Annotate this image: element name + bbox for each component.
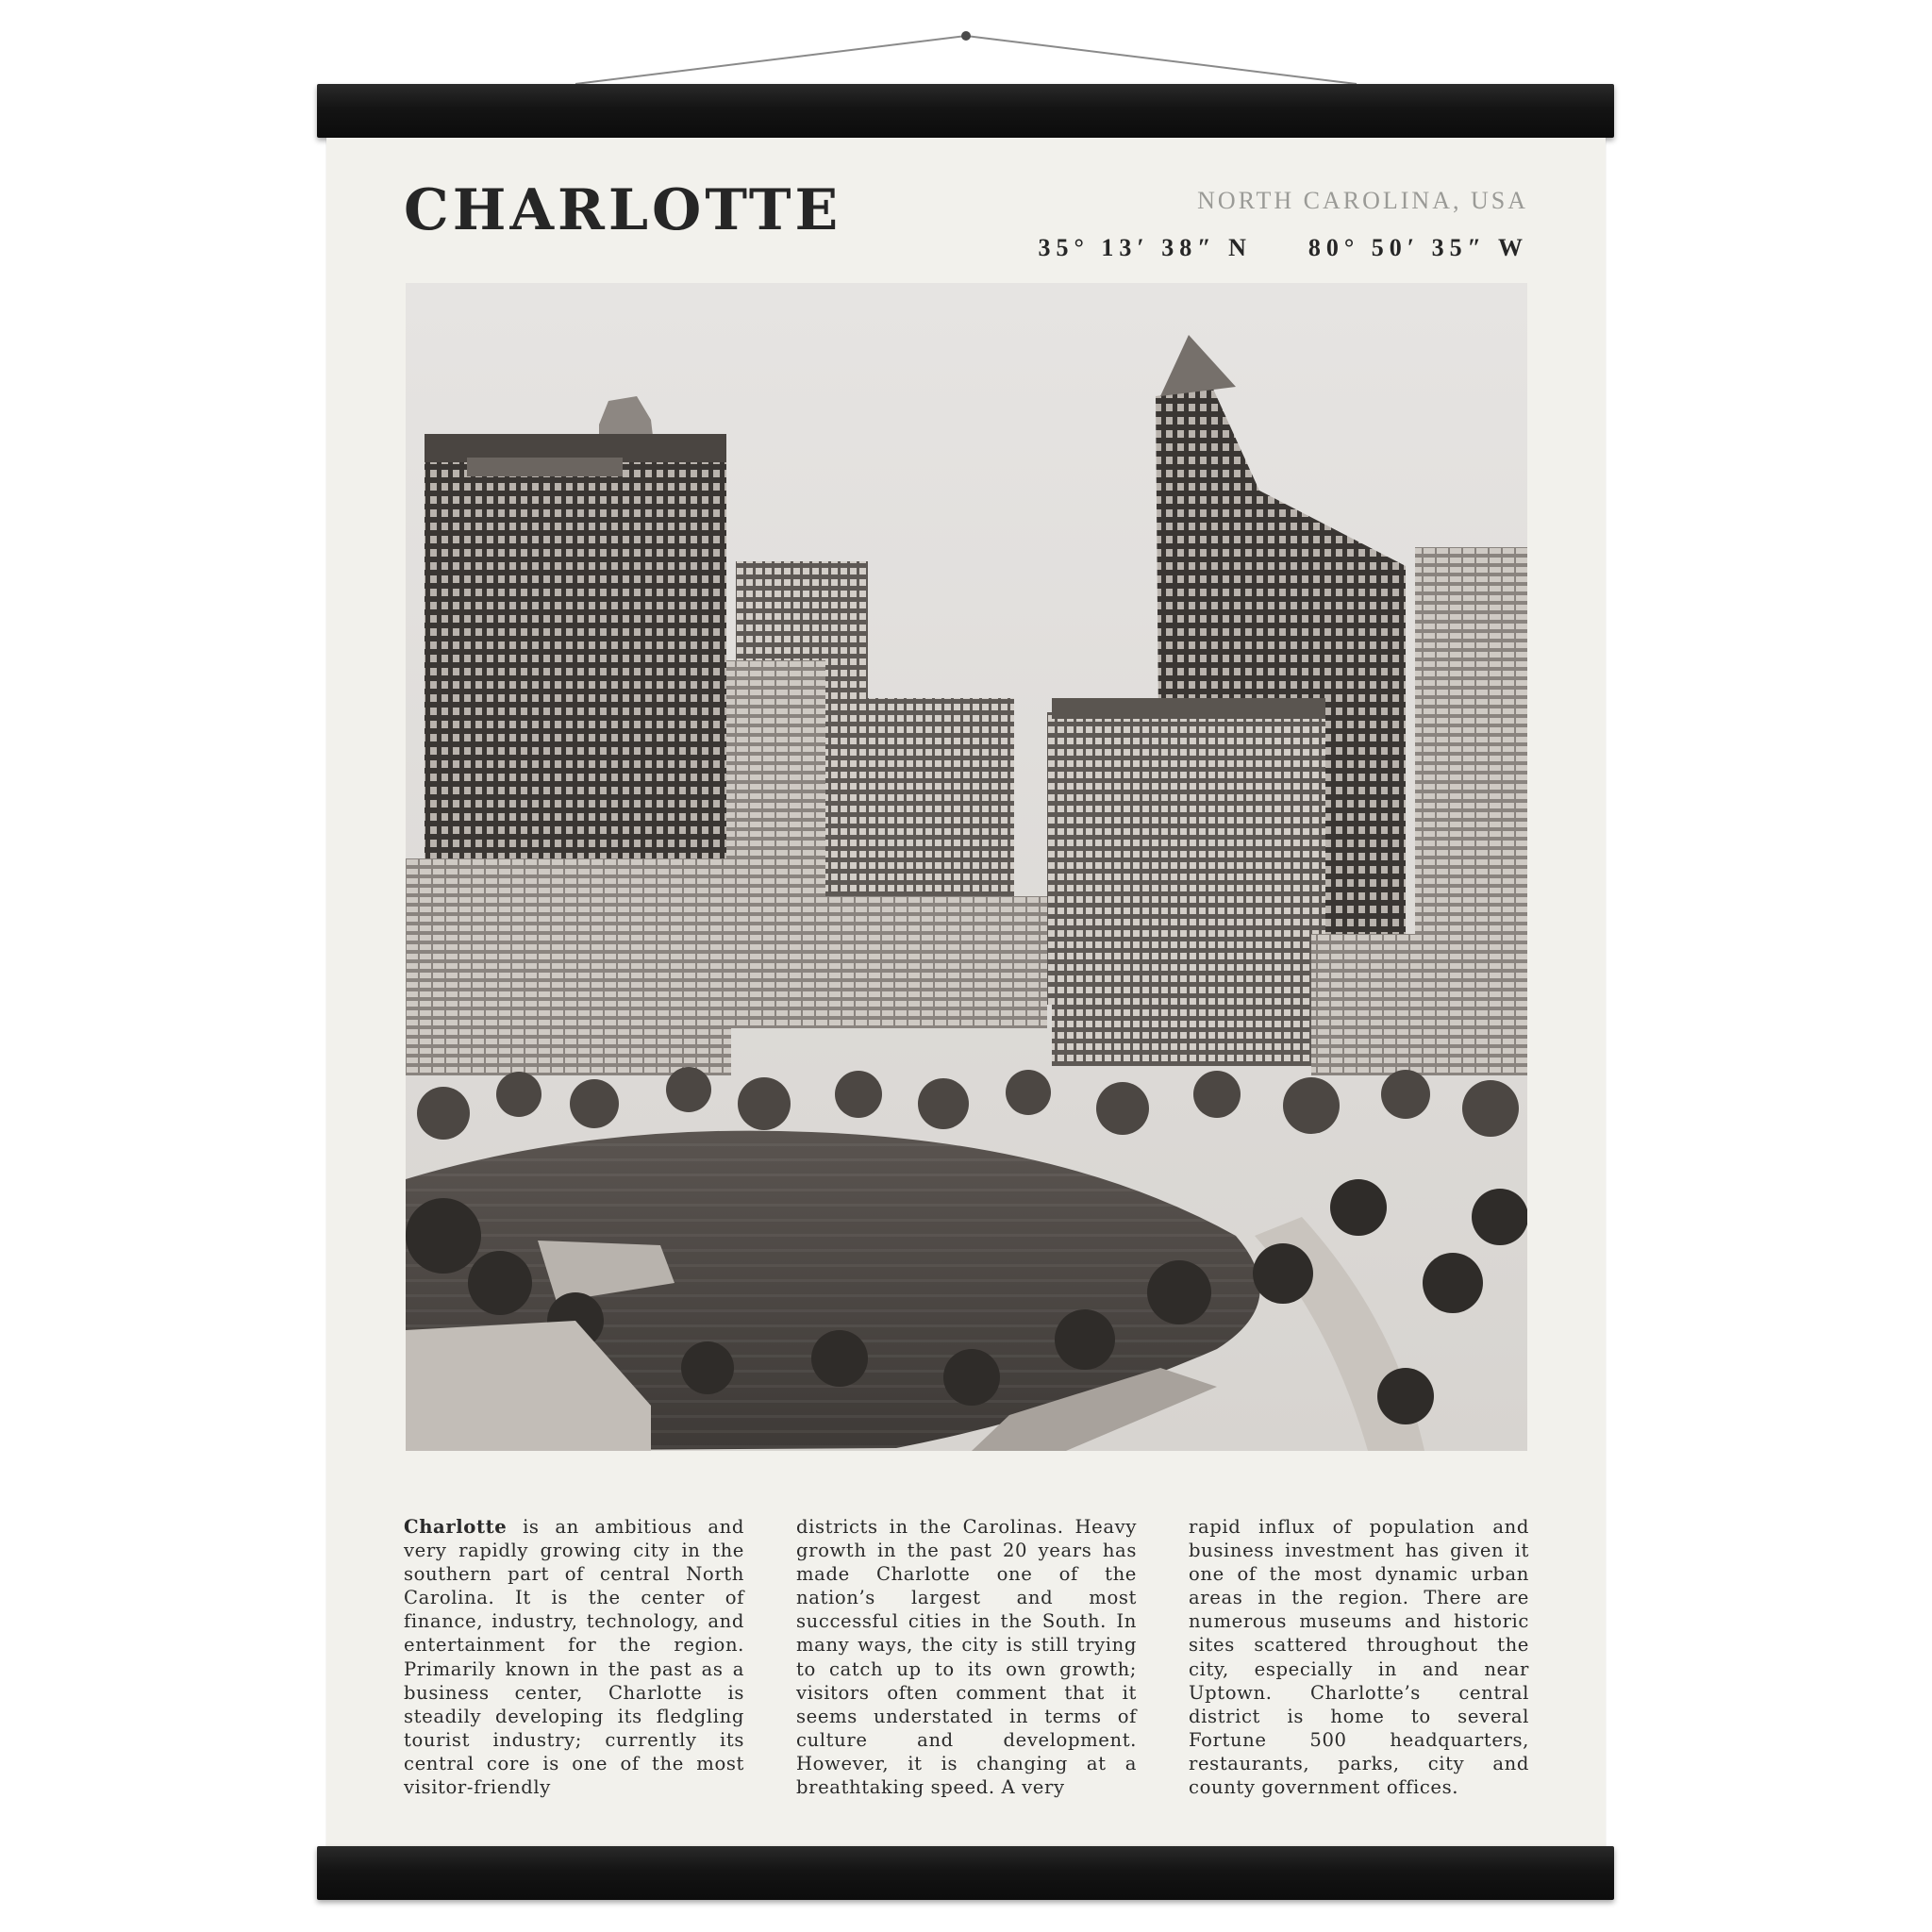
longitude: 80° 50′ 35″ W (1307, 234, 1528, 261)
latitude: 35° 13′ 38″ N (1038, 234, 1252, 261)
nail-icon (961, 31, 971, 41)
description-text-3: rapid influx of population and business investment has given it one of the most dynamic urban areas in the region. There are numerous museums and historic sites scattered throughout the city, especially in and near Uptown. Charlotte’s central district is home to several Fortune 500 headquarters, restaurants, parks, city and county government offices. (1189, 1516, 1529, 1799)
skyline-photo (406, 283, 1527, 1451)
description-text-1: is an ambitious and very rapidly growing city in the southern part of central North Carolina. It is the center of finance, industry, technology, and entertainment for the region. Primarily known in the past as a business center, Charlotte is steadily developing its fledgling tourist industry; currently its central core is one of the most visitor-friendly (404, 1516, 744, 1799)
city-title: CHARLOTTE (404, 177, 842, 243)
description-lead: Charlotte (404, 1516, 508, 1538)
description-column-3 (1189, 1515, 1529, 1798)
top-hanger-rail (317, 84, 1614, 138)
description-text-2: districts in the Carolinas. Heavy growth in the past 20 years has made Charlotte one of the nation’s largest and most successful cities in the South. In many ways, the city is still trying to catch up to its own growth; visitors often comment that it seems understated in terms of culture and development. However, it is changing at a breathtaking speed. A very (796, 1516, 1137, 1799)
coordinates (1039, 234, 1528, 262)
region-label: NORTH CAROLINA, USA (1197, 187, 1528, 214)
description-column-1 (404, 1515, 744, 1798)
bottom-hanger-rail (317, 1846, 1614, 1900)
description-column-2 (796, 1515, 1137, 1798)
description (404, 1515, 1529, 1798)
